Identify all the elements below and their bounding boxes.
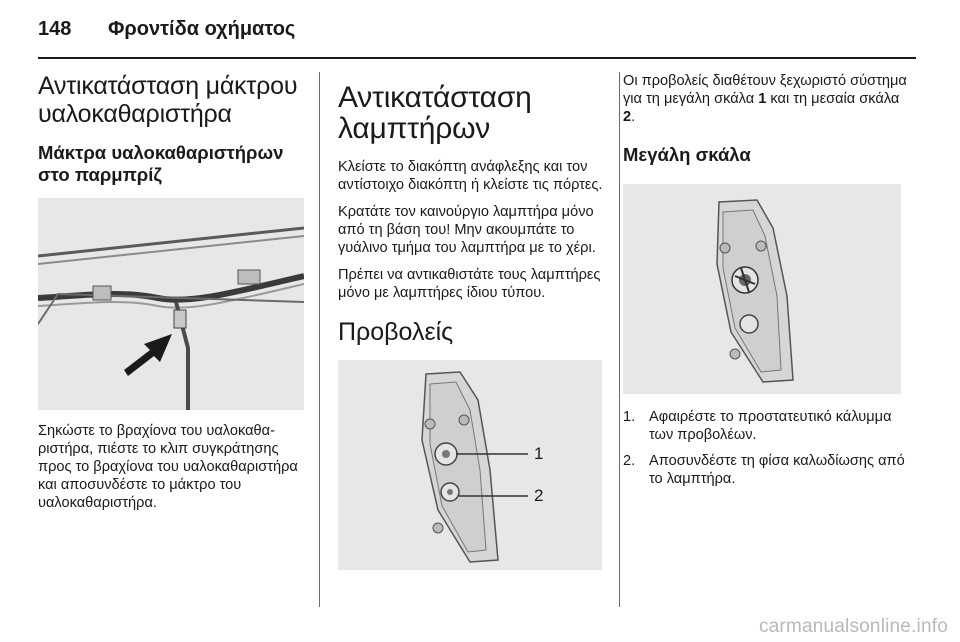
- callout-label-1: 1: [534, 444, 544, 463]
- column-high-beam: [623, 72, 908, 496]
- high-beam-steps: [623, 408, 908, 488]
- step-number: 2.: [623, 453, 636, 469]
- column-divider: [619, 72, 620, 607]
- intro-text: .: [631, 109, 636, 125]
- step-number: 1.: [623, 409, 636, 425]
- column-divider: [319, 72, 320, 607]
- subheading-high-beam: Μεγάλη σκάλα: [623, 144, 751, 165]
- bulb-paragraph-handling: Κρατάτε τον καινούργιο λαμπτήρα μόνο από τη βάση του! Μην ακουμπάτε το γυάλινο τμήμα του λαμπτήρα με το χέρι.: [338, 204, 596, 256]
- wiper-drawing: [38, 198, 304, 410]
- high-beam-drawing: [623, 184, 901, 394]
- watermark: carmanualsonline.info: [758, 616, 948, 637]
- section-heading-wiper-replacement: Αντικατάσταση μάκτρου υαλοκαθαριστήρα: [38, 72, 298, 128]
- list-item: [623, 452, 908, 488]
- section-heading-bulb-replacement: Αντικατάσταση λαμπτήρων: [338, 81, 532, 145]
- high-beam-illustration: [623, 184, 901, 394]
- intro-text: Οι προβολείς διαθέτουν ξεχωριστό σύστημα για τη μεγάλη σκάλα: [623, 73, 907, 107]
- page-title: Φροντίδα οχήματος: [108, 18, 296, 40]
- headlight-intro: [623, 72, 908, 126]
- intro-text: και τη μεσαία σκάλα: [766, 91, 900, 107]
- list-item: [623, 408, 908, 444]
- subheading-windscreen-wipers: Μάκτρα υαλοκαθαριστήρων στο παρμπρίζ: [38, 142, 284, 185]
- column-wiper-blade: [38, 72, 306, 512]
- section-heading-headlights: Προβολείς: [338, 318, 454, 346]
- bulb-paragraph-ignition: Κλείστε το διακόπτη ανάφλεξης και τον αντίστοιχο διακόπτη ή κλείστε τις πόρτες.: [338, 159, 603, 193]
- step-text: Αφαιρέστε το προστατευτικό κάλυμμα των προβολέων.: [649, 409, 892, 443]
- wiper-blade-illustration: [38, 198, 304, 410]
- callout-label-2: 2: [534, 486, 544, 505]
- intro-ref-2: 2: [623, 109, 632, 125]
- header-divider: [38, 57, 916, 59]
- headlight-illustration: [338, 360, 602, 570]
- page-header: [38, 18, 918, 48]
- headlight-drawing: [338, 360, 602, 570]
- page-number: 148: [38, 18, 72, 40]
- bulb-paragraph-type: Πρέπει να αντικαθιστάτε τους λαμπτήρες μόνο με λαμπτήρες ίδιου τύπου.: [338, 267, 601, 301]
- column-bulb-replacement: [338, 72, 604, 570]
- step-text: Αποσυνδέστε τη φίσα καλωδίωσης από το λαμπτήρα.: [649, 453, 905, 487]
- wiper-instructions: Σηκώστε το βραχίονα του υαλοκαθαριστήρα, πιέστε το κλιπ συγκράτησης προς το βραχίονα του υαλοκαθαριστήρα και αποσυνδέστε το μάκτρο του υαλοκαθαριστήρα.: [38, 423, 298, 511]
- intro-ref-1: 1: [758, 91, 767, 107]
